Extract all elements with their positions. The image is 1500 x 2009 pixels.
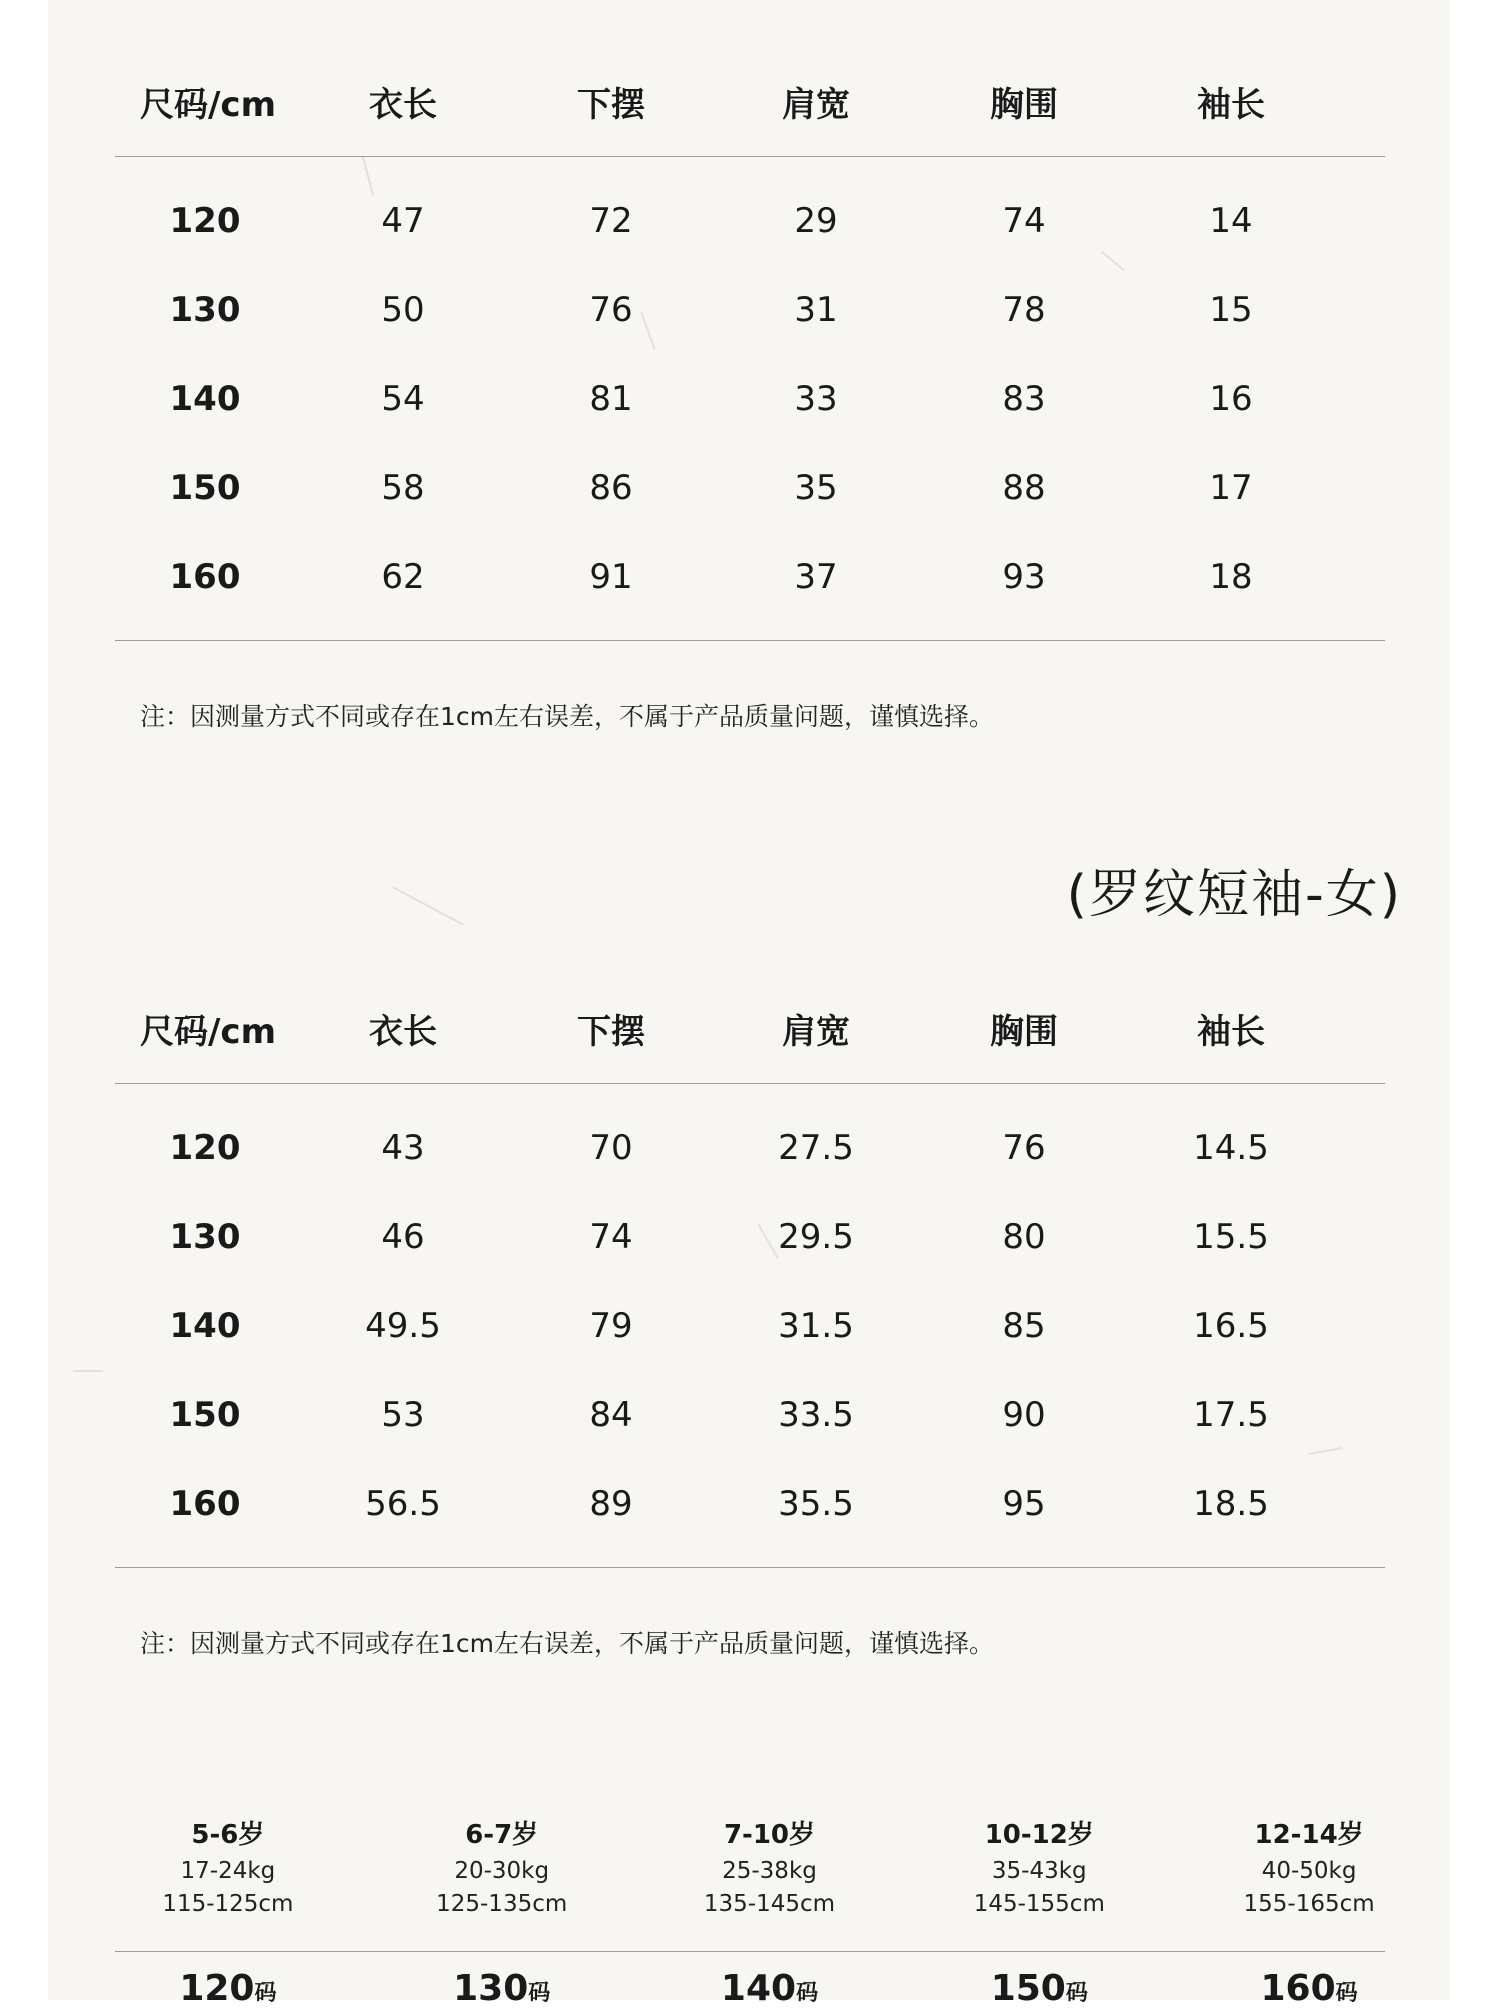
header-hem: 下摆 xyxy=(577,1011,645,1052)
age-group xyxy=(426,1815,578,1921)
cell: 85 xyxy=(1002,1305,1046,1346)
size-codes xyxy=(115,1968,1385,2009)
cell: 86 xyxy=(589,467,633,508)
size-code xyxy=(1233,1968,1385,2009)
cell: 14.5 xyxy=(1193,1127,1269,1168)
size-code-unit: 码 xyxy=(1065,1981,1088,2006)
header-length: 衣长 xyxy=(369,1011,437,1052)
cell: 95 xyxy=(1002,1483,1046,1524)
cell: 56.5 xyxy=(365,1483,441,1524)
cell: 31 xyxy=(794,289,838,330)
cell: 47 xyxy=(381,200,425,241)
cell: 150 xyxy=(169,1394,241,1435)
measurement-note: 注：因测量方式不同或存在1cm左右误差，不属于产品质量问题，谨慎选择。 xyxy=(140,1629,995,1658)
cell: 79 xyxy=(589,1305,633,1346)
cell: 33.5 xyxy=(778,1394,854,1435)
cell: 74 xyxy=(1002,200,1046,241)
cell: 18 xyxy=(1209,556,1253,597)
cell: 140 xyxy=(169,378,241,419)
size-code xyxy=(963,1968,1115,2009)
cell: 140 xyxy=(169,1305,241,1346)
cell: 88 xyxy=(1002,467,1046,508)
height-range: 135-145cm xyxy=(703,1891,836,1917)
weight-range: 20-30kg xyxy=(454,1858,550,1884)
cell: 58 xyxy=(381,467,425,508)
cell: 78 xyxy=(1002,289,1046,330)
cell: 17.5 xyxy=(1193,1394,1269,1435)
header-chest: 胸围 xyxy=(990,84,1058,125)
cell: 49.5 xyxy=(365,1305,441,1346)
size-code xyxy=(426,1968,578,2009)
header-shoulder: 肩宽 xyxy=(782,1011,850,1052)
table-row xyxy=(115,1192,1385,1281)
cell: 76 xyxy=(589,289,633,330)
weight-range: 25-38kg xyxy=(722,1858,817,1884)
age-range: 7-10岁 xyxy=(723,1820,816,1850)
cell: 43 xyxy=(381,1127,425,1168)
cell: 35 xyxy=(794,467,838,508)
header-sleeve: 袖长 xyxy=(1197,1011,1265,1052)
cell: 29.5 xyxy=(778,1216,854,1257)
cell: 31.5 xyxy=(778,1305,854,1346)
cell: 130 xyxy=(169,289,241,330)
cell: 81 xyxy=(589,378,633,419)
age-range: 10-12岁 xyxy=(984,1820,1094,1850)
cell: 89 xyxy=(589,1483,633,1524)
cell: 160 xyxy=(169,1483,241,1524)
cell: 70 xyxy=(589,1127,633,1168)
table-row xyxy=(115,443,1385,532)
size-code-number: 140 xyxy=(720,1968,797,2009)
cell: 46 xyxy=(381,1216,425,1257)
cell: 15.5 xyxy=(1193,1216,1269,1257)
cell: 80 xyxy=(1002,1216,1046,1257)
age-group xyxy=(963,1815,1115,1921)
size-code-number: 120 xyxy=(179,1968,255,2009)
cell: 160 xyxy=(169,556,241,597)
size-code-number: 130 xyxy=(453,1968,529,2009)
cell: 62 xyxy=(381,556,425,597)
cell: 17 xyxy=(1209,467,1253,508)
section-title: (罗纹短袖-女) xyxy=(1066,865,1402,925)
header-length: 衣长 xyxy=(369,84,437,125)
size-code-unit: 码 xyxy=(254,1981,277,2006)
table-row xyxy=(115,354,1385,443)
height-range: 115-125cm xyxy=(162,1891,294,1917)
cell: 130 xyxy=(169,1216,241,1257)
table-row xyxy=(115,1459,1385,1548)
size-code-number: 160 xyxy=(1260,1968,1336,2009)
table-header xyxy=(115,973,1385,1083)
size-code-unit: 码 xyxy=(1335,1981,1358,2006)
divider xyxy=(115,640,1385,641)
height-range: 125-135cm xyxy=(436,1891,568,1917)
size-code xyxy=(152,1968,304,2009)
cell: 18.5 xyxy=(1193,1483,1269,1524)
header-size: 尺码/cm xyxy=(140,84,276,125)
table-row xyxy=(115,1281,1385,1370)
header-hem: 下摆 xyxy=(577,84,645,125)
cell: 50 xyxy=(381,289,425,330)
weight-range: 35-43kg xyxy=(991,1858,1087,1884)
cell: 120 xyxy=(169,1127,241,1168)
header-size: 尺码/cm xyxy=(140,1011,276,1052)
age-group xyxy=(152,1815,304,1921)
table-row xyxy=(115,265,1385,354)
cell: 90 xyxy=(1002,1394,1046,1435)
cell: 93 xyxy=(1002,556,1046,597)
table-row xyxy=(115,1103,1385,1192)
cell: 91 xyxy=(589,556,633,597)
age-range: 6-7岁 xyxy=(465,1820,539,1850)
age-range: 5-6岁 xyxy=(191,1820,265,1850)
cell: 33 xyxy=(794,378,838,419)
divider xyxy=(115,1951,1385,1952)
cell: 29 xyxy=(794,200,838,241)
cell: 14 xyxy=(1209,200,1253,241)
cell: 35.5 xyxy=(778,1483,854,1524)
size-code-number: 150 xyxy=(990,1968,1066,2009)
cell: 76 xyxy=(1002,1127,1046,1168)
header-chest: 胸围 xyxy=(990,1011,1058,1052)
cell: 84 xyxy=(589,1394,633,1435)
age-guide xyxy=(115,1815,1385,1921)
cell: 150 xyxy=(169,467,241,508)
height-range: 155-165cm xyxy=(1243,1891,1375,1917)
age-group xyxy=(694,1815,846,1921)
measurement-note: 注：因测量方式不同或存在1cm左右误差，不属于产品质量问题，谨慎选择。 xyxy=(140,702,995,731)
cell: 53 xyxy=(381,1394,425,1435)
header-shoulder: 肩宽 xyxy=(782,84,850,125)
table-row xyxy=(115,532,1385,621)
cell: 54 xyxy=(381,378,425,419)
size-code xyxy=(694,1968,846,2009)
height-range: 145-155cm xyxy=(973,1891,1105,1917)
size-code-unit: 码 xyxy=(796,1981,819,2006)
divider xyxy=(115,1567,1385,1568)
cell: 83 xyxy=(1002,378,1046,419)
header-sleeve: 袖长 xyxy=(1197,84,1265,125)
cell: 72 xyxy=(589,200,633,241)
cell: 120 xyxy=(169,200,241,241)
cell: 16 xyxy=(1209,378,1253,419)
size-code-unit: 码 xyxy=(528,1981,551,2006)
table-header xyxy=(115,46,1385,156)
age-group xyxy=(1233,1815,1385,1921)
table-row xyxy=(115,176,1385,265)
cell: 74 xyxy=(589,1216,633,1257)
cell: 15 xyxy=(1209,289,1253,330)
weight-range: 17-24kg xyxy=(180,1858,276,1884)
age-range: 12-14岁 xyxy=(1254,1820,1364,1850)
table-row xyxy=(115,1370,1385,1459)
size-table-1 xyxy=(115,46,1385,641)
weight-range: 40-50kg xyxy=(1261,1858,1357,1884)
cell: 37 xyxy=(794,556,838,597)
size-table-2 xyxy=(115,973,1385,1568)
cell: 27.5 xyxy=(778,1127,854,1168)
cell: 16.5 xyxy=(1193,1305,1269,1346)
